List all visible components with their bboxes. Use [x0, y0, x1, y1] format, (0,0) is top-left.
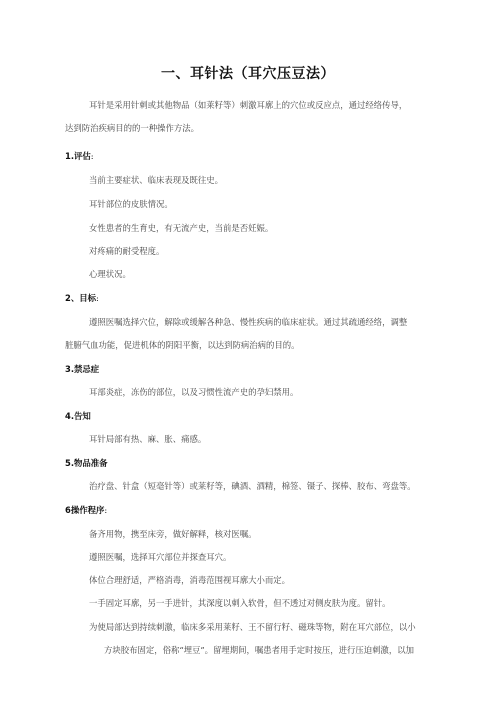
section-heading-text: 1.评估: [65, 151, 91, 161]
page-title: 一、耳针法（耳穴压豆法）: [161, 66, 335, 82]
section-line: 当前主要症状、临床表现及既往史。: [89, 175, 223, 185]
section-heading: [65, 457, 108, 469]
section-line: 耳针部位的皮肤情况。: [89, 199, 173, 209]
section-heading-colon: :: [104, 505, 108, 515]
section-line: 备齐用物，携至床旁，做好解释，核对医嘱。: [89, 529, 257, 539]
intro-line: 达到防治疾病目的的一种操作方法。: [65, 123, 199, 133]
section-heading: [65, 150, 94, 162]
intro-line: 耳针是采用针刺或其他物品（如莱籽等）刺激耳廓上的穴位或反应点，通过经络传导，: [89, 100, 408, 110]
section-heading-text: 6操作程序: [65, 505, 105, 515]
section-heading-colon: :: [95, 293, 99, 303]
section-line: 耳部炎症，冻伤的部位，以及习惯性流产史的孕妇禁用。: [89, 387, 299, 397]
section-line: 体位合理舒适，严格消毒，消毒范围视耳廓大小而定。: [89, 575, 290, 585]
section-heading-colon: :: [90, 151, 94, 161]
section-heading: [65, 410, 91, 422]
section-line: 方块胶布固定，俗称“埋豆”。留埋期间，嘱患者用手定时按压，进行压迫刺激，以加: [104, 645, 415, 655]
section-line: 治疗盘、针盒（短毫针等）或莱籽等，碘酒、酒精，棉签、镊子、探棒、胶布、弯盘等。: [89, 481, 416, 491]
section-heading: [65, 292, 99, 304]
section-heading-text: 4.告知: [65, 411, 91, 421]
section-line: 为使局部达到持续刺激，临床多采用莱籽、王不留行籽、磁珠等物，附在耳穴部位，以小: [89, 622, 416, 632]
section-line: 一手固定耳廓，另一手进针，其深度以刺入软骨，但不透过对侧皮肤为度。留针。: [89, 598, 391, 608]
section-heading: [65, 504, 107, 516]
section-line: 对疼痛的耐受程度。: [89, 246, 165, 256]
section-line: 心理状况。: [89, 269, 131, 279]
section-line: 耳针局部有热、麻、胀、痛感。: [89, 434, 207, 444]
section-heading-text: 3.禁忌症: [65, 364, 100, 374]
section-line: 脏腑气血功能，促进机体的阴阳平衡，以达到防病治病的目的。: [65, 340, 300, 350]
section-line: 遵照医嘱，选择耳穴部位并探查耳穴。: [89, 552, 232, 562]
section-heading-text: 2、目标: [65, 293, 96, 303]
section-heading-text: 5.物品准备: [65, 458, 108, 468]
section-line: 女性患者的生育史，有无流产史，当前是否妊娠。: [89, 223, 274, 233]
section-line: 遵照医嘱选择穴位，解除或缓解各种急、慢性疾病的临床症状。通过其疏通经络，调整: [89, 317, 408, 327]
section-heading: [65, 363, 99, 375]
